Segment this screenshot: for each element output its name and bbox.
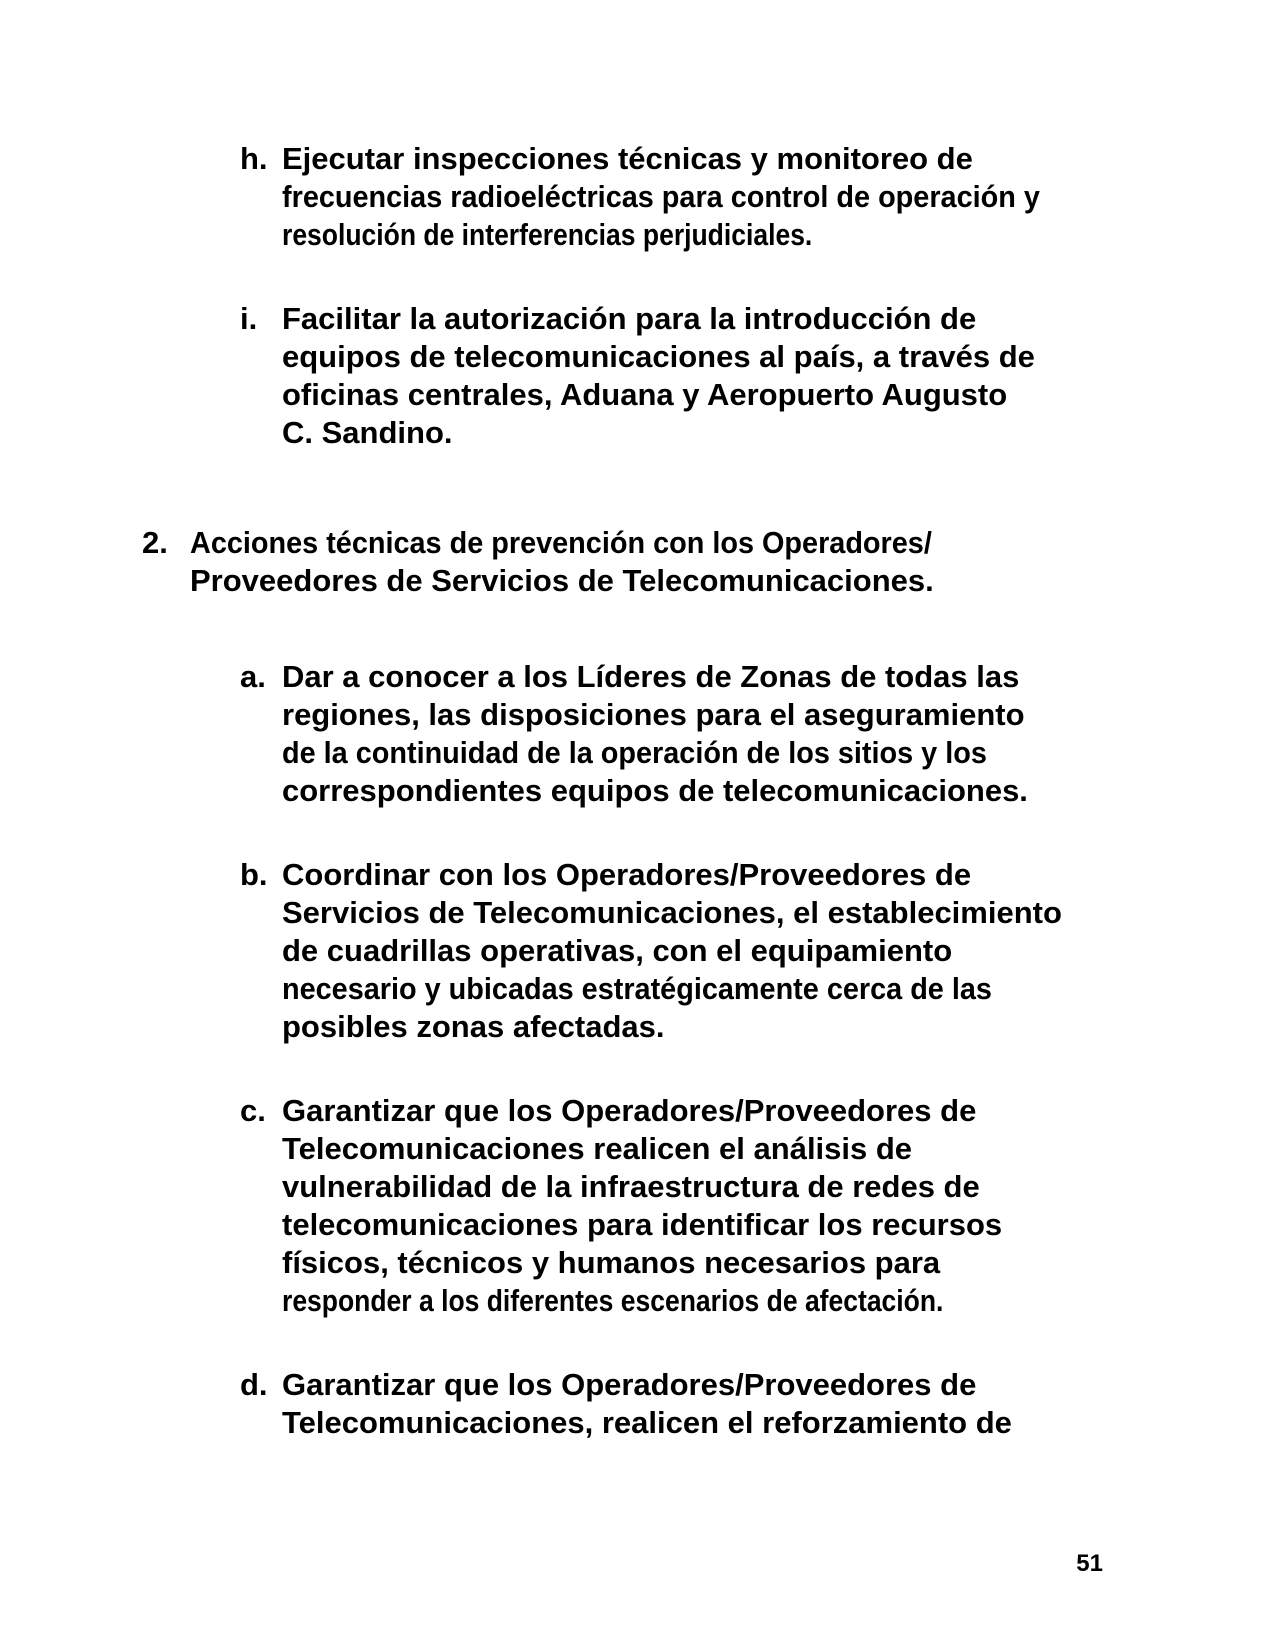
list-item-2 bbox=[142, 524, 1102, 600]
text-line: telecomunicaciones para identificar los recursos bbox=[282, 1207, 1003, 1242]
list-body-i bbox=[282, 300, 1102, 452]
list-body-a bbox=[282, 658, 1102, 810]
text-line: Acciones técnicas de prevención con los Operadores/ bbox=[190, 525, 932, 560]
text-line: regiones, las disposiciones para el aseguramiento bbox=[282, 697, 1025, 732]
list-marker-h: h. bbox=[240, 141, 268, 176]
text-line: Garantizar que los Operadores/Proveedores de bbox=[282, 1093, 977, 1128]
text-line: frecuencias radioeléctricas para control de operación y bbox=[282, 179, 1040, 214]
list-item-a bbox=[240, 658, 1102, 810]
list-item-i bbox=[240, 300, 1102, 452]
text-line: Servicios de Telecomunicaciones, el establecimiento bbox=[282, 895, 1062, 930]
spacer bbox=[190, 1046, 1102, 1092]
list-marker-d: d. bbox=[240, 1367, 268, 1402]
list-body-c bbox=[282, 1092, 1102, 1320]
text-line: Ejecutar inspecciones técnicas y monitoreo de bbox=[282, 141, 973, 176]
text-line: vulnerabilidad de la infraestructura de redes de bbox=[282, 1169, 980, 1204]
text-line: Proveedores de Servicios de Telecomunicaciones. bbox=[190, 563, 934, 598]
text-line: posibles zonas afectadas. bbox=[282, 1009, 665, 1044]
spacer bbox=[190, 810, 1102, 856]
list-marker-b: b. bbox=[240, 857, 268, 892]
list-marker-i: i. bbox=[240, 301, 258, 336]
text-line: resolución de interferencias perjudiciales. bbox=[282, 217, 813, 252]
text-line: Telecomunicaciones realicen el análisis de bbox=[282, 1131, 913, 1166]
text-line: C. Sandino. bbox=[282, 415, 453, 450]
text-line: oficinas centrales, Aduana y Aeropuerto Augusto bbox=[282, 377, 1008, 412]
spacer bbox=[190, 452, 1102, 524]
list-item-c bbox=[240, 1092, 1102, 1320]
text-line: Dar a conocer a los Líderes de Zonas de todas las bbox=[282, 659, 1020, 694]
text-line: correspondientes equipos de telecomunicaciones. bbox=[282, 773, 1028, 808]
list-body-2 bbox=[190, 524, 1102, 600]
list-item-d bbox=[240, 1366, 1102, 1442]
text-line: Garantizar que los Operadores/Proveedores de bbox=[282, 1367, 977, 1402]
page-content bbox=[142, 140, 1102, 1442]
list-marker-2: 2. bbox=[142, 525, 168, 560]
list-marker-a: a. bbox=[240, 659, 266, 694]
spacer bbox=[190, 254, 1102, 300]
spacer bbox=[190, 600, 1102, 658]
list-item-h bbox=[240, 140, 1102, 254]
spacer bbox=[190, 1320, 1102, 1366]
list-body-d bbox=[282, 1366, 1102, 1442]
list-item-b bbox=[240, 856, 1102, 1046]
text-line: necesario y ubicadas estratégicamente cerca de las bbox=[282, 971, 992, 1006]
text-line: físicos, técnicos y humanos necesarios para bbox=[282, 1245, 941, 1280]
text-line: Facilitar la autorización para la introducción de bbox=[282, 301, 977, 336]
text-line: Telecomunicaciones, realicen el reforzamiento de bbox=[282, 1405, 1012, 1440]
text-line: de cuadrillas operativas, con el equipamiento bbox=[282, 933, 953, 968]
text-line: de la continuidad de la operación de los sitios y los bbox=[282, 735, 987, 770]
text-line: responder a los diferentes escenarios de afectación. bbox=[282, 1283, 944, 1318]
list-body-b bbox=[282, 856, 1102, 1046]
list-marker-c: c. bbox=[240, 1093, 266, 1128]
page-number: 51 bbox=[1076, 1550, 1103, 1577]
text-line: equipos de telecomunicaciones al país, a través de bbox=[282, 339, 1035, 374]
text-line: Coordinar con los Operadores/Proveedores de bbox=[282, 857, 972, 892]
list-body-h bbox=[282, 140, 1102, 254]
